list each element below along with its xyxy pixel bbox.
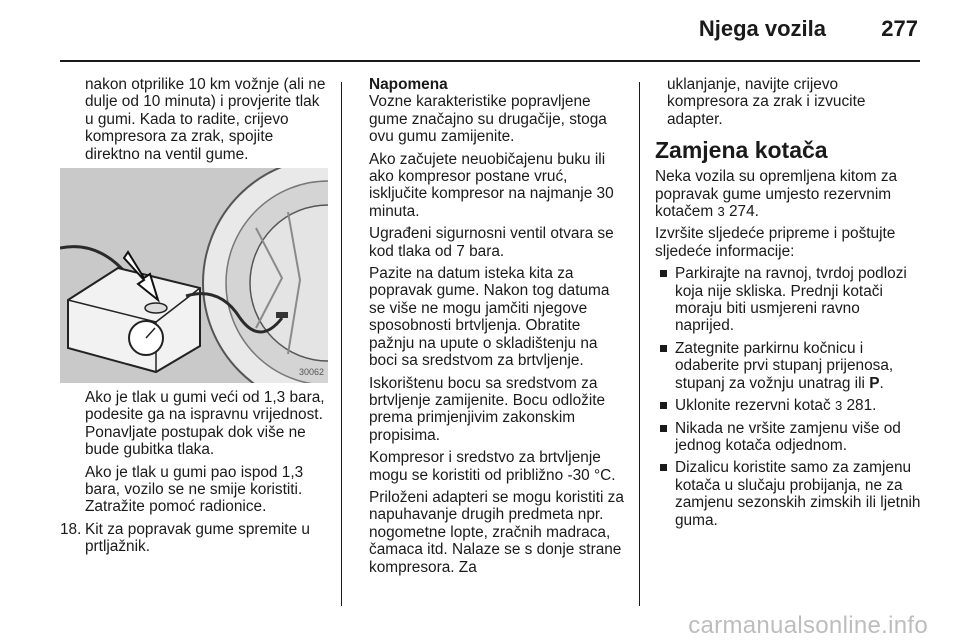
page-ref[interactable]: 274. — [724, 203, 759, 221]
header-rule — [60, 60, 920, 62]
note-title: Napomena — [369, 76, 448, 93]
expiry-paragraph: Pazite na datum isteka kita za popravak gume. Nakon tog datuma se više ne mogu jamčiti njegove sposobnosti brtvljenja. Obratite pažnju na upute o skladištenju na boci sa sredstvom za brtvljenje. — [369, 265, 610, 370]
column-3 — [655, 76, 923, 534]
page-ref-arrow-icon: 3 — [834, 398, 843, 414]
step-18 — [60, 521, 328, 556]
disposal-paragraph: Iskorištenu bocu sa sredstvom za brtvljenje zamijenite. Bocu odložite prema primjenjivim zakonskim propisima. — [369, 374, 606, 444]
bullet-square-icon — [660, 464, 667, 471]
page-ref-arrow-icon: 3 — [717, 204, 725, 220]
compressor-illustration — [60, 168, 328, 383]
tire-compressor-image — [60, 168, 328, 383]
column-1 — [60, 76, 328, 556]
page-ref[interactable]: 281. — [842, 397, 877, 415]
bullet-square-icon — [660, 425, 667, 432]
noise-paragraph: Ako začujete neuobičajenu buku ili ako kompresor postane vruć, isključite kompresor na najmanje 30 minuta. — [369, 150, 614, 220]
list-item: Parkirajte na ravnoj, tvrdoj podlozi koja nije skliska. Prednji kotači moraju biti usmjereni ravno naprijed. — [655, 265, 923, 335]
list-item: Nikada ne vršite zamjenu više od jednog kotača odjednom. — [655, 420, 923, 455]
step-number: 18. — [60, 520, 82, 538]
list-item: Zategnite parkirnu kočnicu i odaberite prvi stupanj prijenosa, stupanj za vožnju unatrag ili P. — [655, 340, 923, 392]
bullet-square-icon — [660, 270, 667, 277]
bullet-square-icon — [660, 402, 667, 409]
pressure-above-text: Ako je tlak u gumi veći od 1,3 bara, podesite ga na ispravnu vrijednost. Ponavljate postupak dok više ne bude gubitka tlaka. — [85, 389, 325, 459]
intro-text: nakon otprilike 10 km vožnje (ali ne dulje od 10 minuta) i provjerite tlak u gumi. Kada to radite, crijevo kompresora za zrak, spojite direktno na ventil gume. — [85, 76, 326, 163]
step-text: Kit za popravak gume spremite u prtljažnik. — [85, 520, 310, 556]
watermark: carmanualsonline.info — [688, 612, 928, 639]
intro-paragraph — [655, 168, 923, 220]
page-number: 277 — [881, 16, 918, 41]
column-divider-1 — [341, 82, 342, 606]
continued-text: uklanjanje, navijte crijevo kompresora za zrak i izvucite adapter. — [667, 76, 866, 128]
list-item: Dizalicu koristite samo za zamjenu kotača u slučaju probijanja, ne za zamjenu sezonskih zimskih ili ljetnih guma. — [655, 459, 923, 529]
temperature-paragraph: Kompresor i sredstvo za brtvljenje mogu se koristiti od približno -30 °C. — [369, 449, 616, 484]
bullet-square-icon — [660, 345, 667, 352]
bullet-list — [655, 265, 923, 529]
adapters-paragraph: Priloženi adapteri se mogu koristiti za napuhavanje drugih predmeta npr. nogometne lopte, zračnih madraca, čamaca itd. Nalaze se s donje strane kompresora. Za — [369, 488, 624, 576]
column-divider-2 — [639, 82, 640, 606]
column-2 — [369, 76, 624, 581]
section-title: Njega vozila — [698, 16, 826, 41]
safety-valve-paragraph: Ugrađeni sigurnosni ventil otvara se kod tlaka od 7 bara. — [369, 225, 614, 260]
pressure-below-text: Ako je tlak u gumi pao ispod 1,3 bara, vozilo se ne smije koristiti. Zatražite pomoć radionice. — [85, 463, 304, 516]
prep-paragraph: Izvršite sljedeće pripreme i poštujte sljedeće informacije: — [655, 225, 896, 260]
list-item: Uklonite rezervni kotač 3 281. — [655, 397, 923, 414]
note-text: Vozne karakteristike popravljene gume značajno su drugačije, stoga ovu gumu zamijenite. — [369, 93, 607, 146]
section-heading: Zamjena kotača — [655, 137, 828, 164]
figure-number: 30062 — [298, 366, 324, 377]
intro-text: Neka vozila su opremljena kitom za popravak gume umjesto rezervnim kotačem — [655, 168, 898, 221]
